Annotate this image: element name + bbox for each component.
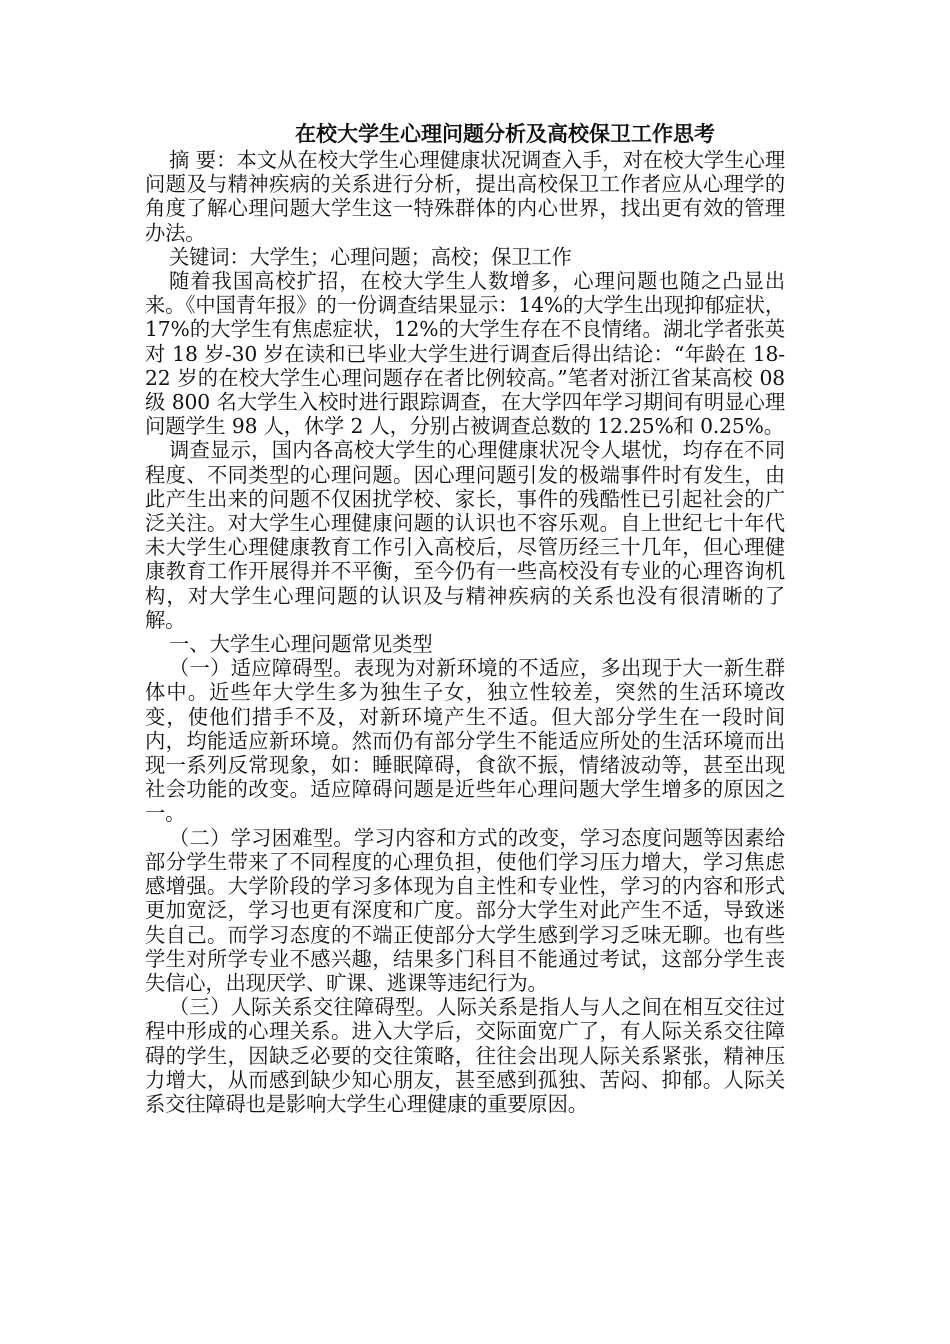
- keywords-line: 关键词：大学生；心理问题；高校；保卫工作: [169, 244, 572, 269]
- body-paragraph: 随着我国高校扩招，在校大学生人数增多，心理问题也随之凸显出来。《中国青年报》的一份调查结果显示：14%的大学生出现抑郁症状，17%的大学生有焦虑症状，12%的大学生存在不良情绪。湖北学者张英对 18 岁-30 岁在读和已毕业大学生进行调查后得出结论：“年龄在 18-22 岁的在校大学生心理问题存在者比例较高。”笔者对浙江省某高校 08 级 800 名大学生入校时进行跟踪调查，在大学四年学习期间有明显心理问题学生 98 人，休学 2 人，分别占被调查总数的 12.25%和 0.25%。: [145, 269, 785, 439]
- section-item-paragraph: （二）学习困难型。学习内容和方式的改变，学习态度问题等因素给部分学生带来了不同程度的心理负担，使他们学习压力增大，学习焦虑感增强。大学阶段的学习多体现为自主性和专业性，学习的内容和形式更加宽泛，学习也更有深度和广度。部分大学生对此产生不适，导致迷失自己。而学习态度的不端正使部分大学生感到学习乏味无聊。也有些学生对所学专业不感兴趣，结果多门科目不能通过考试，这部分学生丧失信心，出现厌学、旷课、逃课等违纪行为。: [145, 825, 785, 995]
- section-heading: 一、大学生心理问题常见类型: [169, 632, 433, 657]
- document-title: 在校大学生心理问题分析及高校保卫工作思考: [295, 122, 715, 146]
- document-page: [145, 121, 785, 1116]
- section-item-paragraph: （三）人际关系交往障碍型。人际关系是指人与人之间在相互交往过程中形成的心理关系。进入大学后，交际面宽广了，有人际关系交往障碍的学生，因缺乏必要的交往策略，往往会出现人际关系紧张，精神压力增大，从而感到缺少知心朋友，甚至感到孤独、苦闷、抑郁。人际关系交往障碍也是影响大学生心理健康的重要原因。: [145, 995, 785, 1116]
- abstract-paragraph: 摘 要：本文从在校大学生心理健康状况调查入手，对在校大学生心理问题及与精神疾病的关系进行分析，提出高校保卫工作者应从心理学的角度了解心理问题大学生这一特殊群体的内心世界，找出更有效的管理办法。: [145, 148, 785, 245]
- body-paragraph: 调查显示，国内各高校大学生的心理健康状况令人堪忧，均存在不同程度、不同类型的心理问题。因心理问题引发的极端事件时有发生，由此产生出来的问题不仅困扰学校、家长，事件的残酷性已引起社会的广泛关注。对大学生心理健康问题的认识也不容乐观。自上世纪七十年代未大学生心理健康教育工作引入高校后，尽管历经三十几年，但心理健康教育工作开展得并不平衡，至今仍有一些高校没有专业的心理咨询机构，对大学生心理问题的认识及与精神疾病的关系也没有很清晰的了解。: [145, 438, 785, 632]
- section-item-paragraph: （一）适应障碍型。表现为对新环境的不适应，多出现于大一新生群体中。近些年大学生多为独生子女，独立性较差，突然的生活环境改变，使他们措手不及，对新环境产生不适。但大部分学生在一段时间内，均能适应新环境。然而仍有部分学生不能适应所处的生活环境而出现一系列反常现象，如：睡眠障碍，食欲不振，情绪波动等，甚至出现社会功能的改变。适应障碍问题是近些年心理问题大学生增多的原因之一。: [145, 656, 785, 826]
